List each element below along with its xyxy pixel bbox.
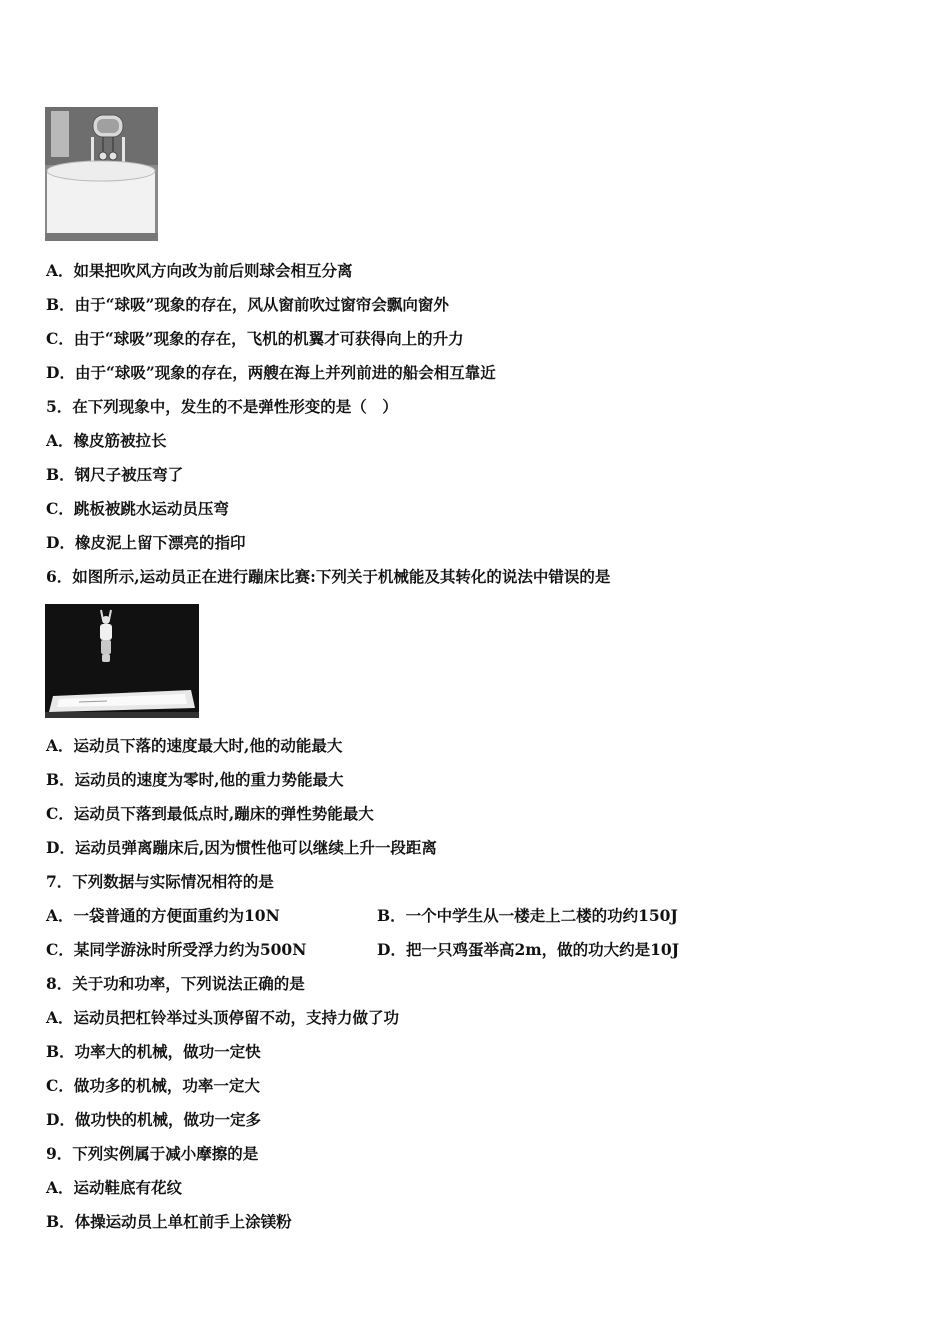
- q7-stem: 7．下列数据与实际情况相符的是: [46, 872, 274, 891]
- q5-option-b: B．钢尺子被压弯了: [46, 465, 184, 484]
- q5-option-d: D．橡皮泥上留下漂亮的指印: [46, 533, 246, 552]
- q4-option-a: A．如果把吹风方向改为前后则球会相互分离: [46, 261, 353, 280]
- q6-stem: 6．如图所示,运动员正在进行蹦床比赛:下列关于机械能及其转化的说法中错误的是: [46, 567, 611, 586]
- q6-option-c: C．运动员下落到最低点时,蹦床的弹性势能最大: [46, 804, 374, 823]
- q8-option-b: B．功率大的机械，做功一定快: [46, 1042, 261, 1061]
- q7-option-d: D．把一只鸡蛋举高2m，做的功大约是10J: [377, 940, 680, 959]
- q6-option-a: A．运动员下落的速度最大时,他的动能最大: [46, 736, 343, 755]
- q9-option-a: A．运动鞋底有花纹: [46, 1178, 183, 1197]
- q7-option-a: A．一袋普通的方便面重约为10N: [46, 906, 280, 925]
- q6-option-b: B．运动员的速度为零时,他的重力势能最大: [46, 770, 344, 789]
- q8-option-a: A．运动员把杠铃举过头顶停留不动，支持力做了功: [46, 1008, 400, 1027]
- q4-option-c: C．由于“球吸”现象的存在，飞机的机翼才可获得向上的升力: [46, 329, 464, 348]
- q5-stem: 5．在下列现象中，发生的不是弹性形变的是（ ）: [46, 397, 398, 416]
- trampoline-image: [45, 604, 199, 718]
- q4-option-d: D．由于“球吸”现象的存在，两艘在海上并列前进的船会相互靠近: [46, 363, 496, 382]
- q5-option-a: A．橡皮筋被拉长: [46, 431, 167, 450]
- q5-option-c: C．跳板被跳水运动员压弯: [46, 499, 229, 518]
- ball-experiment-image: [45, 107, 158, 241]
- q6-option-d: D．运动员弹离蹦床后,因为惯性他可以继续上升一段距离: [46, 838, 437, 857]
- q8-option-c: C．做功多的机械，功率一定大: [46, 1076, 260, 1095]
- q9-stem: 9．下列实例属于减小摩擦的是: [46, 1144, 259, 1163]
- q7-option-c: C．某同学游泳时所受浮力约为500N: [46, 940, 307, 959]
- q8-stem: 8．关于功和功率，下列说法正确的是: [46, 974, 305, 993]
- q4-option-b: B．由于“球吸”现象的存在，风从窗前吹过窗帘会飘向窗外: [46, 295, 449, 314]
- q8-option-d: D．做功快的机械，做功一定多: [46, 1110, 261, 1129]
- q9-option-b: B．体操运动员上单杠前手上涂镁粉: [46, 1212, 292, 1231]
- q7-option-b: B．一个中学生从一楼走上二楼的功约150J: [377, 906, 678, 925]
